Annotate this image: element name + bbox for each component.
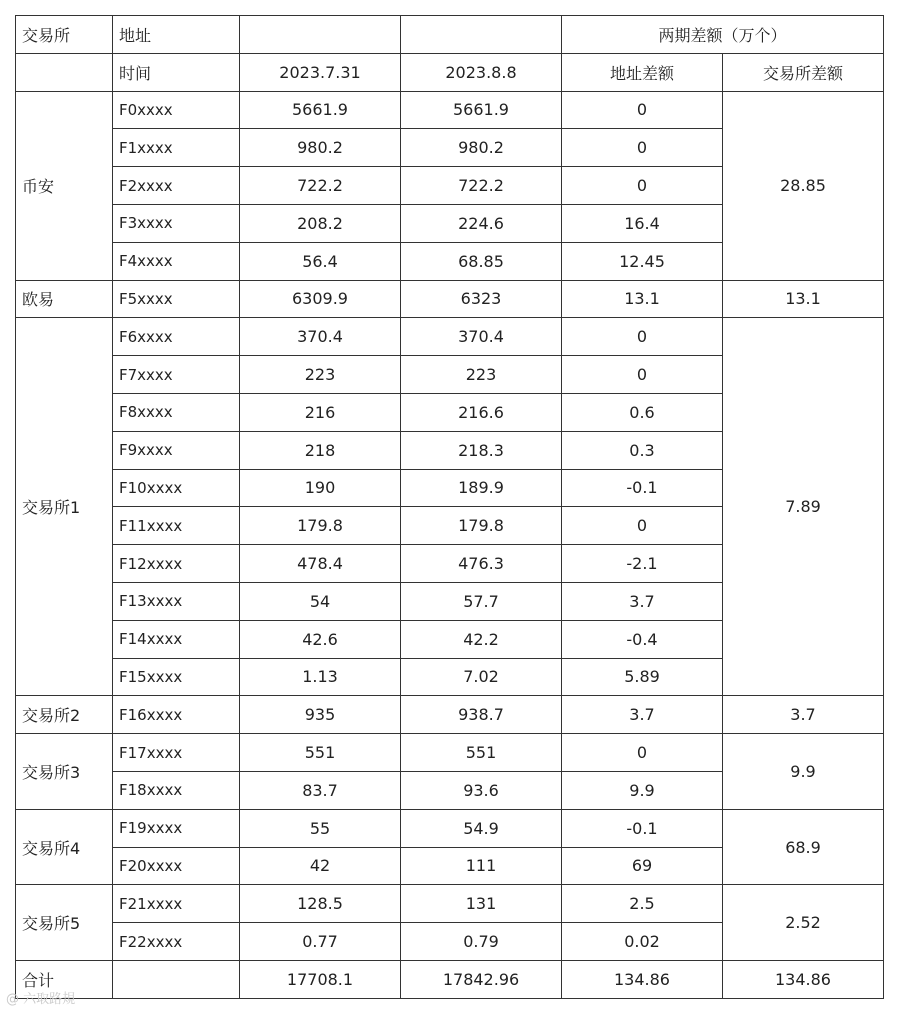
value-cell-date-2: 223 (401, 356, 562, 394)
header-diff-group: 两期差额（万个） (562, 16, 884, 54)
address-diff-cell: 0.6 (562, 393, 723, 431)
address-cell: F2xxxx (113, 167, 240, 205)
total-addr-diff: 134.86 (562, 960, 723, 998)
table-row (16, 696, 884, 734)
address-cell: F10xxxx (113, 469, 240, 507)
address-cell: F4xxxx (113, 242, 240, 280)
value-cell-date-2: 68.85 (401, 242, 562, 280)
address-diff-cell: 3.7 (562, 582, 723, 620)
address-cell: F8xxxx (113, 393, 240, 431)
value-cell-date-2: 111 (401, 847, 562, 885)
value-cell-date-1: 190 (240, 469, 401, 507)
value-cell-date-2: 722.2 (401, 167, 562, 205)
address-cell: F12xxxx (113, 545, 240, 583)
exchange-diff-cell: 28.85 (723, 91, 884, 280)
header-empty-3 (16, 53, 113, 91)
table-row (16, 280, 884, 318)
value-cell-date-2: 938.7 (401, 696, 562, 734)
header-time: 时间 (113, 53, 240, 91)
value-cell-date-2: 179.8 (401, 507, 562, 545)
exchange-name: 交易所2 (16, 696, 113, 734)
value-cell-date-1: 216 (240, 393, 401, 431)
value-cell-date-1: 370.4 (240, 318, 401, 356)
table-row (16, 809, 884, 847)
value-cell-date-2: 6323 (401, 280, 562, 318)
address-diff-cell: 5.89 (562, 658, 723, 696)
table-row (16, 318, 884, 356)
address-cell: F18xxxx (113, 771, 240, 809)
value-cell-date-1: 42 (240, 847, 401, 885)
value-cell-date-2: 218.3 (401, 431, 562, 469)
value-cell-date-2: 224.6 (401, 204, 562, 242)
address-cell: F0xxxx (113, 91, 240, 129)
address-cell: F9xxxx (113, 431, 240, 469)
total-value-2: 17842.96 (401, 960, 562, 998)
value-cell-date-2: 0.79 (401, 923, 562, 961)
value-cell-date-2: 370.4 (401, 318, 562, 356)
total-address (113, 960, 240, 998)
value-cell-date-2: 7.02 (401, 658, 562, 696)
address-diff-cell: -2.1 (562, 545, 723, 583)
value-cell-date-1: 208.2 (240, 204, 401, 242)
exchange-diff-cell: 68.9 (723, 809, 884, 885)
address-diff-cell: 69 (562, 847, 723, 885)
exchange-name: 交易所3 (16, 734, 113, 810)
header-address: 地址 (113, 16, 240, 54)
header-exch-diff: 交易所差额 (723, 53, 884, 91)
exchange-diff-cell: 13.1 (723, 280, 884, 318)
address-diff-cell: 16.4 (562, 204, 723, 242)
address-diff-cell: 0.3 (562, 431, 723, 469)
address-cell: F15xxxx (113, 658, 240, 696)
total-label: 合计 (16, 960, 113, 998)
address-cell: F7xxxx (113, 356, 240, 394)
total-row (16, 960, 884, 998)
address-diff-cell: 0.02 (562, 923, 723, 961)
total-exch-diff: 134.86 (723, 960, 884, 998)
table-body (16, 91, 884, 960)
address-diff-cell: 0 (562, 507, 723, 545)
address-diff-cell: -0.1 (562, 809, 723, 847)
address-cell: F5xxxx (113, 280, 240, 318)
value-cell-date-1: 56.4 (240, 242, 401, 280)
table-row (16, 885, 884, 923)
header-row-2 (16, 53, 884, 91)
address-diff-cell: 0 (562, 318, 723, 356)
address-diff-cell: 0 (562, 356, 723, 394)
exchange-name: 币安 (16, 91, 113, 280)
header-addr-diff: 地址差额 (562, 53, 723, 91)
value-cell-date-1: 223 (240, 356, 401, 394)
address-diff-cell: 0 (562, 734, 723, 772)
value-cell-date-1: 5661.9 (240, 91, 401, 129)
value-cell-date-2: 980.2 (401, 129, 562, 167)
value-cell-date-1: 42.6 (240, 620, 401, 658)
address-diff-cell: 2.5 (562, 885, 723, 923)
header-empty-2 (401, 16, 562, 54)
exchange-name: 交易所1 (16, 318, 113, 696)
value-cell-date-1: 55 (240, 809, 401, 847)
address-cell: F16xxxx (113, 696, 240, 734)
address-cell: F14xxxx (113, 620, 240, 658)
exchange-name: 交易所5 (16, 885, 113, 961)
address-cell: F17xxxx (113, 734, 240, 772)
address-diff-cell: 0 (562, 129, 723, 167)
address-cell: F20xxxx (113, 847, 240, 885)
value-cell-date-2: 476.3 (401, 545, 562, 583)
watermark: @ 六取路規 (6, 992, 76, 1007)
exchange-diff-cell: 9.9 (723, 734, 884, 810)
address-diff-cell: 3.7 (562, 696, 723, 734)
address-cell: F22xxxx (113, 923, 240, 961)
value-cell-date-1: 935 (240, 696, 401, 734)
value-cell-date-1: 722.2 (240, 167, 401, 205)
value-cell-date-2: 216.6 (401, 393, 562, 431)
value-cell-date-1: 0.77 (240, 923, 401, 961)
header-empty-1 (240, 16, 401, 54)
header-exchange: 交易所 (16, 16, 113, 54)
address-diff-cell: 12.45 (562, 242, 723, 280)
value-cell-date-1: 478.4 (240, 545, 401, 583)
value-cell-date-2: 54.9 (401, 809, 562, 847)
exchange-diff-cell: 2.52 (723, 885, 884, 961)
exchange-name: 欧易 (16, 280, 113, 318)
value-cell-date-1: 83.7 (240, 771, 401, 809)
address-diff-cell: 13.1 (562, 280, 723, 318)
value-cell-date-1: 980.2 (240, 129, 401, 167)
exchange-balance-table (15, 15, 884, 999)
address-diff-cell: -0.4 (562, 620, 723, 658)
value-cell-date-1: 218 (240, 431, 401, 469)
table-row (16, 91, 884, 129)
value-cell-date-1: 1.13 (240, 658, 401, 696)
value-cell-date-2: 5661.9 (401, 91, 562, 129)
value-cell-date-2: 131 (401, 885, 562, 923)
address-cell: F11xxxx (113, 507, 240, 545)
header-date-2: 2023.8.8 (401, 53, 562, 91)
address-cell: F13xxxx (113, 582, 240, 620)
value-cell-date-1: 551 (240, 734, 401, 772)
exchange-name: 交易所4 (16, 809, 113, 885)
exchange-diff-cell: 7.89 (723, 318, 884, 696)
address-diff-cell: -0.1 (562, 469, 723, 507)
address-cell: F6xxxx (113, 318, 240, 356)
address-cell: F21xxxx (113, 885, 240, 923)
address-cell: F19xxxx (113, 809, 240, 847)
value-cell-date-2: 42.2 (401, 620, 562, 658)
exchange-diff-cell: 3.7 (723, 696, 884, 734)
header-row-1 (16, 16, 884, 54)
value-cell-date-2: 551 (401, 734, 562, 772)
address-cell: F3xxxx (113, 204, 240, 242)
value-cell-date-1: 179.8 (240, 507, 401, 545)
address-diff-cell: 9.9 (562, 771, 723, 809)
address-cell: F1xxxx (113, 129, 240, 167)
address-diff-cell: 0 (562, 167, 723, 205)
value-cell-date-2: 189.9 (401, 469, 562, 507)
total-value-1: 17708.1 (240, 960, 401, 998)
table-row (16, 734, 884, 772)
value-cell-date-1: 54 (240, 582, 401, 620)
value-cell-date-1: 6309.9 (240, 280, 401, 318)
value-cell-date-2: 57.7 (401, 582, 562, 620)
address-diff-cell: 0 (562, 91, 723, 129)
value-cell-date-1: 128.5 (240, 885, 401, 923)
header-date-1: 2023.7.31 (240, 53, 401, 91)
value-cell-date-2: 93.6 (401, 771, 562, 809)
